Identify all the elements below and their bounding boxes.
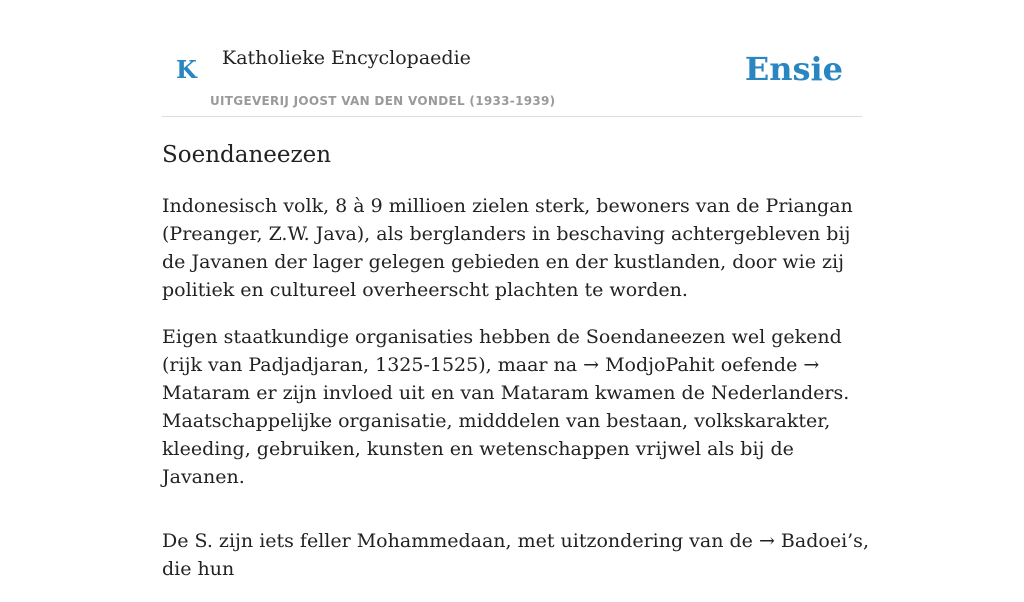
site-header — [162, 0, 862, 117]
paragraph-2-text-b: oefende — [714, 354, 804, 376]
paragraph-2 — [162, 323, 872, 491]
article-body — [162, 192, 872, 602]
paragraph-2-text-a: Eigen staatkundige organisaties hebben de Soendaneezen wel gekend (rijk van Padjadjaran, 1325-1525), maar na — [162, 326, 842, 376]
ensie-brand-link[interactable]: Ensie — [744, 50, 843, 88]
link-modjopahit[interactable]: → ModjoPahit — [583, 354, 715, 376]
site-title[interactable]: Katholieke Encyclopaedie — [222, 47, 471, 69]
paragraph-1: Indonesisch volk, 8 à 9 millioen zielen sterk, bewoners van de Priangan (Preanger, Z.W. Java), als berglanders in beschaving achtergebleven bij de Javanen der lager gelegen gebieden en der kustlanden, door wie zij politiek en cultureel overheerscht plachten te worden. — [162, 195, 853, 301]
paragraph-2-text-c: er zijn invloed uit en van Mataram kwamen de Nederlanders. Maatschappelijke organisatie, midddelen van bestaan, volkskarakter, kleeding, gebruiken, kunsten en wetenschappen vrijwel als bij de Javanen. — [162, 382, 850, 488]
link-mataram[interactable]: → Mataram — [162, 354, 820, 404]
link-badoeis[interactable]: → Badoei’s — [758, 530, 863, 552]
encyclopedia-logo[interactable]: K — [176, 55, 197, 84]
paragraph-3 — [162, 527, 872, 583]
paragraph-3-text-b: , die hun — [162, 530, 869, 580]
article-title: Soendaneezen — [162, 142, 332, 168]
paragraph-3-text-a: De S. zijn iets feller Mohammedaan, met uitzondering van de — [162, 530, 759, 552]
page — [162, 0, 869, 580]
publisher-label: UITGEVERIJ JOOST VAN DEN VONDEL (1933-1939) — [210, 94, 556, 108]
